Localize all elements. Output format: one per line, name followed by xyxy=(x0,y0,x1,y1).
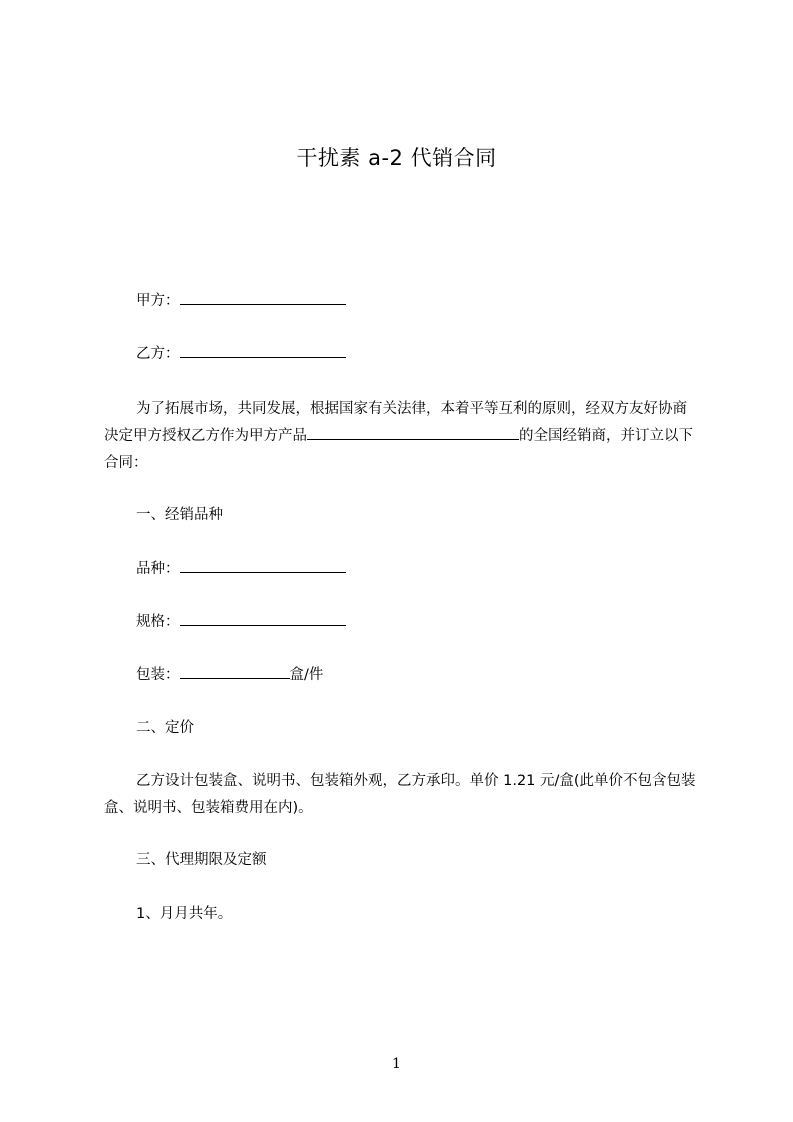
party-a-line xyxy=(136,291,346,311)
section1-heading: 一、经销品种 xyxy=(136,507,223,523)
party-b-label: 乙方： xyxy=(136,346,180,362)
spec-blank xyxy=(180,612,346,626)
packing-blank xyxy=(180,665,290,679)
intro-text-part1: 为了拓展市场，共同发展，根据国家有关法律，本着平等互利的原则，经双方友好协商决定甲方授权乙方作为甲方产品 xyxy=(104,401,687,444)
page-number: 1 xyxy=(392,1056,401,1072)
party-a-blank xyxy=(180,291,346,305)
product-blank xyxy=(307,426,519,440)
party-b-blank xyxy=(180,344,346,358)
variety-blank xyxy=(180,559,346,573)
pricing-paragraph xyxy=(104,768,696,822)
packing-line xyxy=(136,665,323,685)
variety-label: 品种： xyxy=(136,561,180,577)
packing-label: 包装： xyxy=(136,667,180,683)
party-b-line xyxy=(136,344,346,364)
spec-label: 规格： xyxy=(136,614,180,630)
item1-line: 1、月月共年。 xyxy=(136,906,233,922)
document-title: 干扰素 a-2 代销合同 xyxy=(296,146,497,170)
packing-unit: 盒/件 xyxy=(289,667,324,683)
intro-text-part2: 的全国经销商，并订立以下合同： xyxy=(104,428,693,471)
section3-heading: 三、代理期限及定额 xyxy=(136,852,267,868)
party-a-label: 甲方： xyxy=(136,293,180,309)
spec-line xyxy=(136,612,346,632)
section2-heading: 二、定价 xyxy=(136,720,194,736)
pricing-text: 乙方设计包装盒、说明书、包装箱外观，乙方承印。单价 1.21 元/盒(此单价不包含包装盒、说明书、包装箱费用在内)。 xyxy=(104,773,696,816)
intro-paragraph xyxy=(104,396,696,477)
variety-line xyxy=(136,559,346,579)
